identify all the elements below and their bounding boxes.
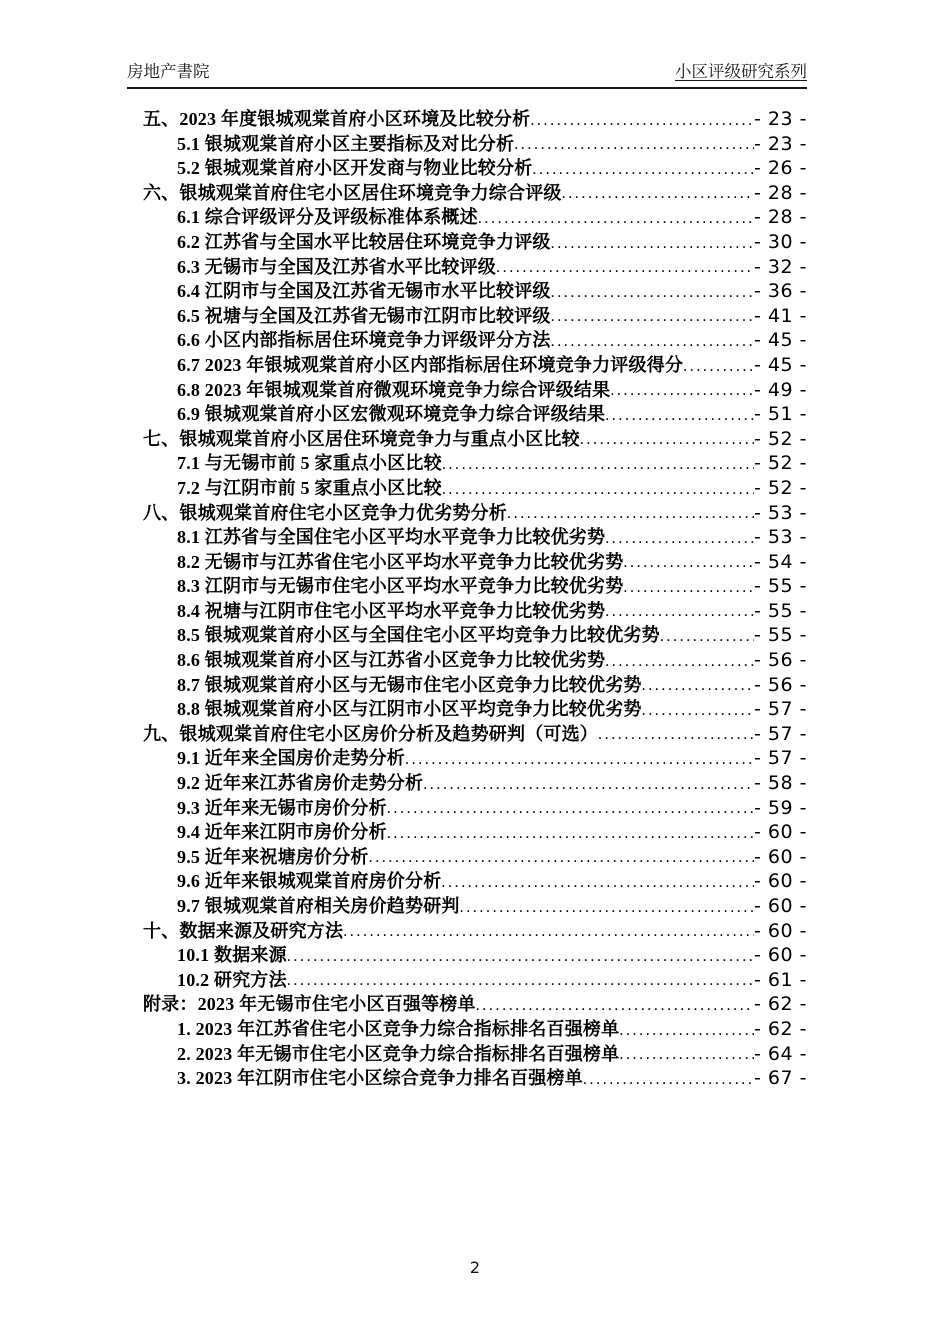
toc-entry-page-number: - 60 - bbox=[754, 895, 807, 917]
toc-entry-page-number: - 45 - bbox=[754, 353, 807, 376]
toc-leader-dots bbox=[496, 257, 754, 279]
header-left-title: 房地产書院 bbox=[127, 63, 210, 81]
toc-entry[interactable] bbox=[143, 378, 807, 403]
toc-entry-label: 十、数据来源及研究方法 bbox=[143, 920, 344, 941]
toc-entry-page-number: - 32 - bbox=[754, 255, 807, 278]
toc-leader-dots bbox=[532, 159, 754, 181]
toc-entry[interactable] bbox=[143, 255, 807, 280]
toc-entry[interactable] bbox=[143, 501, 807, 526]
toc-entry-label: 6.9 银城观棠首府小区宏微观环境竞争力综合评级结果 bbox=[177, 404, 606, 425]
toc-entry[interactable] bbox=[143, 205, 807, 230]
toc-leader-dots bbox=[619, 1020, 754, 1042]
toc-leader-dots bbox=[387, 823, 754, 845]
toc-leader-dots bbox=[610, 380, 754, 402]
table-of-contents bbox=[143, 107, 807, 1091]
toc-entry[interactable] bbox=[143, 673, 807, 698]
toc-entry-label: 7.2 与江阴市前 5 家重点小区比较 bbox=[177, 477, 442, 498]
toc-leader-dots bbox=[598, 724, 754, 746]
toc-entry-page-number: - 23 - bbox=[754, 132, 807, 155]
toc-entry[interactable] bbox=[143, 697, 807, 722]
toc-entry-page-number: - 49 - bbox=[754, 378, 807, 401]
toc-entry[interactable] bbox=[143, 279, 807, 304]
toc-leader-dots bbox=[551, 306, 754, 328]
toc-entry-label: 8.3 江阴市与无锡市住宅小区平均水平竞争力比较优劣势 bbox=[177, 576, 624, 597]
toc-entry[interactable] bbox=[143, 1017, 807, 1042]
toc-leader-dots bbox=[551, 282, 754, 304]
toc-entry-label: 8.4 祝塘与江阴市住宅小区平均水平竞争力比较优劣势 bbox=[177, 600, 606, 621]
page-number: 2 bbox=[469, 1258, 481, 1277]
toc-leader-dots bbox=[405, 749, 754, 771]
toc-entry-page-number: - 60 - bbox=[754, 919, 807, 942]
toc-entry-page-number: - 57 - bbox=[754, 747, 807, 770]
toc-entry-label: 1. 2023 年江苏省住宅小区竞争力综合指标排名百强榜单 bbox=[177, 1018, 620, 1039]
toc-entry[interactable] bbox=[143, 230, 807, 255]
toc-entry-page-number: - 51 - bbox=[754, 403, 807, 426]
header-right-series-title: 小区评级研究系列 bbox=[675, 63, 807, 81]
toc-entry-label: 6.7 2023 年银城观棠首府小区内部指标居住环境竞争力评级得分 bbox=[177, 354, 684, 375]
toc-entry-label: 5.2 银城观棠首府小区开发商与物业比较分析 bbox=[177, 158, 533, 179]
toc-entry-label: 8.8 银城观棠首府小区与江阴市小区平均竞争力比较优劣势 bbox=[177, 699, 642, 720]
toc-entry-label: 9.3 近年来无锡市房价分析 bbox=[177, 797, 387, 818]
toc-entry[interactable] bbox=[143, 771, 807, 796]
toc-entry[interactable] bbox=[143, 304, 807, 329]
toc-entry-label: 9.4 近年来江阴市房价分析 bbox=[177, 822, 387, 843]
toc-entry[interactable] bbox=[143, 820, 807, 845]
toc-entry[interactable] bbox=[143, 1066, 807, 1091]
toc-entry-label: 9.7 银城观棠首府相关房价趋势研判 bbox=[177, 896, 460, 916]
toc-entry-label: 6.8 2023 年银城观棠首府微观环境竞争力综合评级结果 bbox=[177, 379, 611, 400]
toc-entry-label: 6.2 江苏省与全国水平比较居住环境竞争力评级 bbox=[177, 231, 551, 252]
toc-entry-label: 5.1 银城观棠首府小区主要指标及对比分析 bbox=[177, 133, 515, 154]
toc-leader-dots bbox=[476, 995, 754, 1017]
toc-entry[interactable] bbox=[143, 156, 807, 181]
toc-entry[interactable] bbox=[143, 476, 807, 501]
toc-leader-dots bbox=[605, 528, 754, 550]
toc-entry-label: 8.5 银城观棠首府小区与全国住宅小区平均竞争力比较优劣势 bbox=[177, 625, 660, 646]
toc-entry-page-number: - 55 - bbox=[754, 624, 807, 647]
toc-entry-page-number: - 62 - bbox=[754, 1017, 807, 1040]
toc-entry-label: 10.1 数据来源 bbox=[177, 945, 287, 966]
toc-entry-page-number: - 53 - bbox=[754, 526, 807, 549]
toc-entry-page-number: - 60 - bbox=[754, 870, 807, 893]
toc-entry[interactable] bbox=[143, 746, 807, 771]
toc-entry-label: 七、银城观棠首府小区居住环境竞争力与重点小区比较 bbox=[143, 428, 580, 449]
toc-leader-dots bbox=[387, 798, 754, 820]
toc-entry-page-number: - 55 - bbox=[754, 599, 807, 622]
toc-entry-label: 8.2 无锡市与江苏省住宅小区平均水平竞争力比较优劣势 bbox=[177, 551, 624, 572]
toc-leader-dots bbox=[642, 700, 754, 722]
toc-entry[interactable] bbox=[143, 623, 807, 648]
toc-entry-page-number: - 58 - bbox=[754, 772, 807, 795]
toc-leader-dots bbox=[551, 233, 754, 255]
toc-entry-label: 6.6 小区内部指标居住环境竞争力评级评分方法 bbox=[177, 330, 551, 351]
toc-entry-page-number: - 53 - bbox=[754, 501, 807, 524]
toc-entry-page-number: - 30 - bbox=[754, 230, 807, 253]
toc-leader-dots bbox=[605, 405, 754, 427]
toc-entry-label: 9.2 近年来江苏省房价走势分析 bbox=[177, 773, 424, 794]
toc-leader-dots bbox=[623, 577, 754, 599]
toc-leader-dots bbox=[287, 970, 754, 992]
toc-entry-page-number: - 57 - bbox=[754, 698, 807, 721]
toc-entry-page-number: - 41 - bbox=[754, 304, 807, 327]
toc-entry-page-number: - 60 - bbox=[754, 821, 807, 844]
toc-entry-label: 五、2023 年度银城观棠首府小区环境及比较分析 bbox=[143, 109, 531, 129]
toc-entry-page-number: - 26 - bbox=[754, 157, 807, 180]
toc-leader-dots bbox=[369, 847, 754, 869]
toc-leader-dots bbox=[514, 134, 754, 156]
toc-entry-page-number: - 59 - bbox=[754, 796, 807, 819]
toc-entry[interactable] bbox=[143, 943, 807, 968]
toc-entry[interactable] bbox=[143, 869, 807, 894]
toc-leader-dots bbox=[683, 356, 754, 378]
toc-entry-label: 3. 2023 年江阴市住宅小区综合竞争力排名百强榜单 bbox=[177, 1068, 583, 1089]
toc-entry[interactable] bbox=[143, 353, 807, 378]
toc-entry[interactable] bbox=[143, 451, 807, 476]
toc-entry-label: 8.1 江苏省与全国住宅小区平均水平竞争力比较优劣势 bbox=[177, 527, 606, 548]
toc-leader-dots bbox=[642, 675, 754, 697]
toc-entry-label: 6.5 祝塘与全国及江苏省无锡市江阴市比较评级 bbox=[177, 305, 551, 326]
toc-entry-page-number: - 56 - bbox=[754, 673, 807, 696]
toc-entry-page-number: - 52 - bbox=[754, 452, 807, 475]
page-header bbox=[127, 58, 807, 89]
toc-entry-page-number: - 64 - bbox=[754, 1042, 807, 1065]
toc-leader-dots bbox=[442, 479, 754, 501]
toc-leader-dots bbox=[660, 626, 754, 648]
toc-leader-dots bbox=[605, 601, 754, 623]
toc-leader-dots bbox=[478, 208, 754, 230]
toc-entry[interactable] bbox=[143, 599, 807, 624]
page-footer bbox=[0, 1258, 950, 1277]
toc-entry-label: 10.2 研究方法 bbox=[177, 969, 287, 990]
toc-leader-dots bbox=[507, 503, 754, 525]
toc-entry-page-number: - 36 - bbox=[754, 280, 807, 303]
toc-leader-dots bbox=[580, 429, 754, 451]
toc-entry[interactable] bbox=[143, 992, 807, 1017]
toc-entry[interactable] bbox=[143, 648, 807, 673]
toc-leader-dots bbox=[442, 454, 754, 476]
toc-entry-page-number: - 28 - bbox=[754, 206, 807, 229]
toc-leader-dots bbox=[441, 872, 754, 894]
toc-entry-label: 9.5 近年来祝塘房价分析 bbox=[177, 846, 369, 867]
toc-entry-page-number: - 45 - bbox=[754, 329, 807, 352]
toc-entry-label: 9.6 近年来银城观棠首府房价分析 bbox=[177, 871, 442, 892]
toc-entry[interactable] bbox=[143, 845, 807, 870]
toc-entry[interactable] bbox=[143, 894, 807, 919]
toc-entry[interactable] bbox=[143, 402, 807, 427]
toc-leader-dots bbox=[583, 1069, 754, 1091]
toc-entry-label: 六、银城观棠首府住宅小区居住环境竞争力综合评级 bbox=[143, 182, 562, 203]
toc-entry[interactable] bbox=[143, 181, 807, 206]
toc-entry-page-number: - 56 - bbox=[754, 649, 807, 672]
toc-entry-page-number: - 23 - bbox=[754, 108, 807, 130]
toc-entry-label: 7.1 与无锡市前 5 家重点小区比较 bbox=[177, 453, 442, 474]
toc-entry-label: 九、银城观棠首府住宅小区房价分析及趋势研判（可选） bbox=[143, 723, 598, 744]
toc-entry-page-number: - 54 - bbox=[754, 550, 807, 573]
toc-leader-dots bbox=[460, 897, 754, 919]
toc-entry-page-number: - 60 - bbox=[754, 845, 807, 868]
toc-leader-dots bbox=[287, 946, 754, 968]
toc-entry-page-number: - 55 - bbox=[754, 575, 807, 598]
toc-leader-dots bbox=[530, 110, 754, 132]
toc-entry-page-number: - 52 - bbox=[754, 476, 807, 499]
toc-entry[interactable] bbox=[143, 574, 807, 599]
toc-entry-page-number: - 57 - bbox=[754, 722, 807, 745]
toc-leader-dots bbox=[423, 774, 754, 796]
toc-entry[interactable] bbox=[143, 919, 807, 944]
toc-leader-dots bbox=[562, 183, 754, 205]
toc-entry-page-number: - 62 - bbox=[754, 993, 807, 1016]
toc-entry[interactable] bbox=[143, 107, 807, 132]
toc-entry-label: 八、银城观棠首府住宅小区竞争力优劣势分析 bbox=[143, 502, 507, 523]
toc-leader-dots bbox=[619, 1044, 754, 1066]
toc-entry[interactable] bbox=[143, 525, 807, 550]
toc-entry[interactable] bbox=[143, 427, 807, 452]
toc-entry-page-number: - 60 - bbox=[754, 944, 807, 967]
toc-entry-label: 6.4 江阴市与全国及江苏省无锡市水平比较评级 bbox=[177, 281, 551, 302]
toc-entry[interactable] bbox=[143, 550, 807, 575]
toc-entry-label: 9.1 近年来全国房价走势分析 bbox=[177, 748, 405, 769]
toc-entry[interactable] bbox=[143, 328, 807, 353]
toc-entry-label: 8.6 银城观棠首府小区与江苏省小区竞争力比较优劣势 bbox=[177, 650, 606, 671]
toc-entry[interactable] bbox=[143, 132, 807, 157]
toc-leader-dots bbox=[551, 331, 754, 353]
toc-entry[interactable] bbox=[143, 968, 807, 993]
toc-entry-label: 附录：2023 年无锡市住宅小区百强等榜单 bbox=[143, 994, 476, 1015]
toc-entry-page-number: - 52 - bbox=[754, 427, 807, 450]
toc-entry[interactable] bbox=[143, 722, 807, 747]
toc-leader-dots bbox=[343, 921, 754, 943]
toc-entry-page-number: - 67 - bbox=[754, 1067, 807, 1090]
toc-leader-dots bbox=[623, 552, 754, 574]
toc-entry-label: 6.3 无锡市与全国及江苏省水平比较评级 bbox=[177, 256, 496, 277]
toc-entry-page-number: - 61 - bbox=[754, 968, 807, 991]
toc-entry-label: 2. 2023 年无锡市住宅小区竞争力综合指标排名百强榜单 bbox=[177, 1043, 620, 1064]
toc-entry[interactable] bbox=[143, 796, 807, 821]
toc-entry-label: 8.7 银城观棠首府小区与无锡市住宅小区竞争力比较优劣势 bbox=[177, 674, 642, 695]
toc-leader-dots bbox=[605, 651, 754, 673]
toc-entry-label: 6.1 综合评级评分及评级标准体系概述 bbox=[177, 207, 478, 228]
toc-entry[interactable] bbox=[143, 1042, 807, 1067]
toc-entry-page-number: - 28 - bbox=[754, 181, 807, 204]
